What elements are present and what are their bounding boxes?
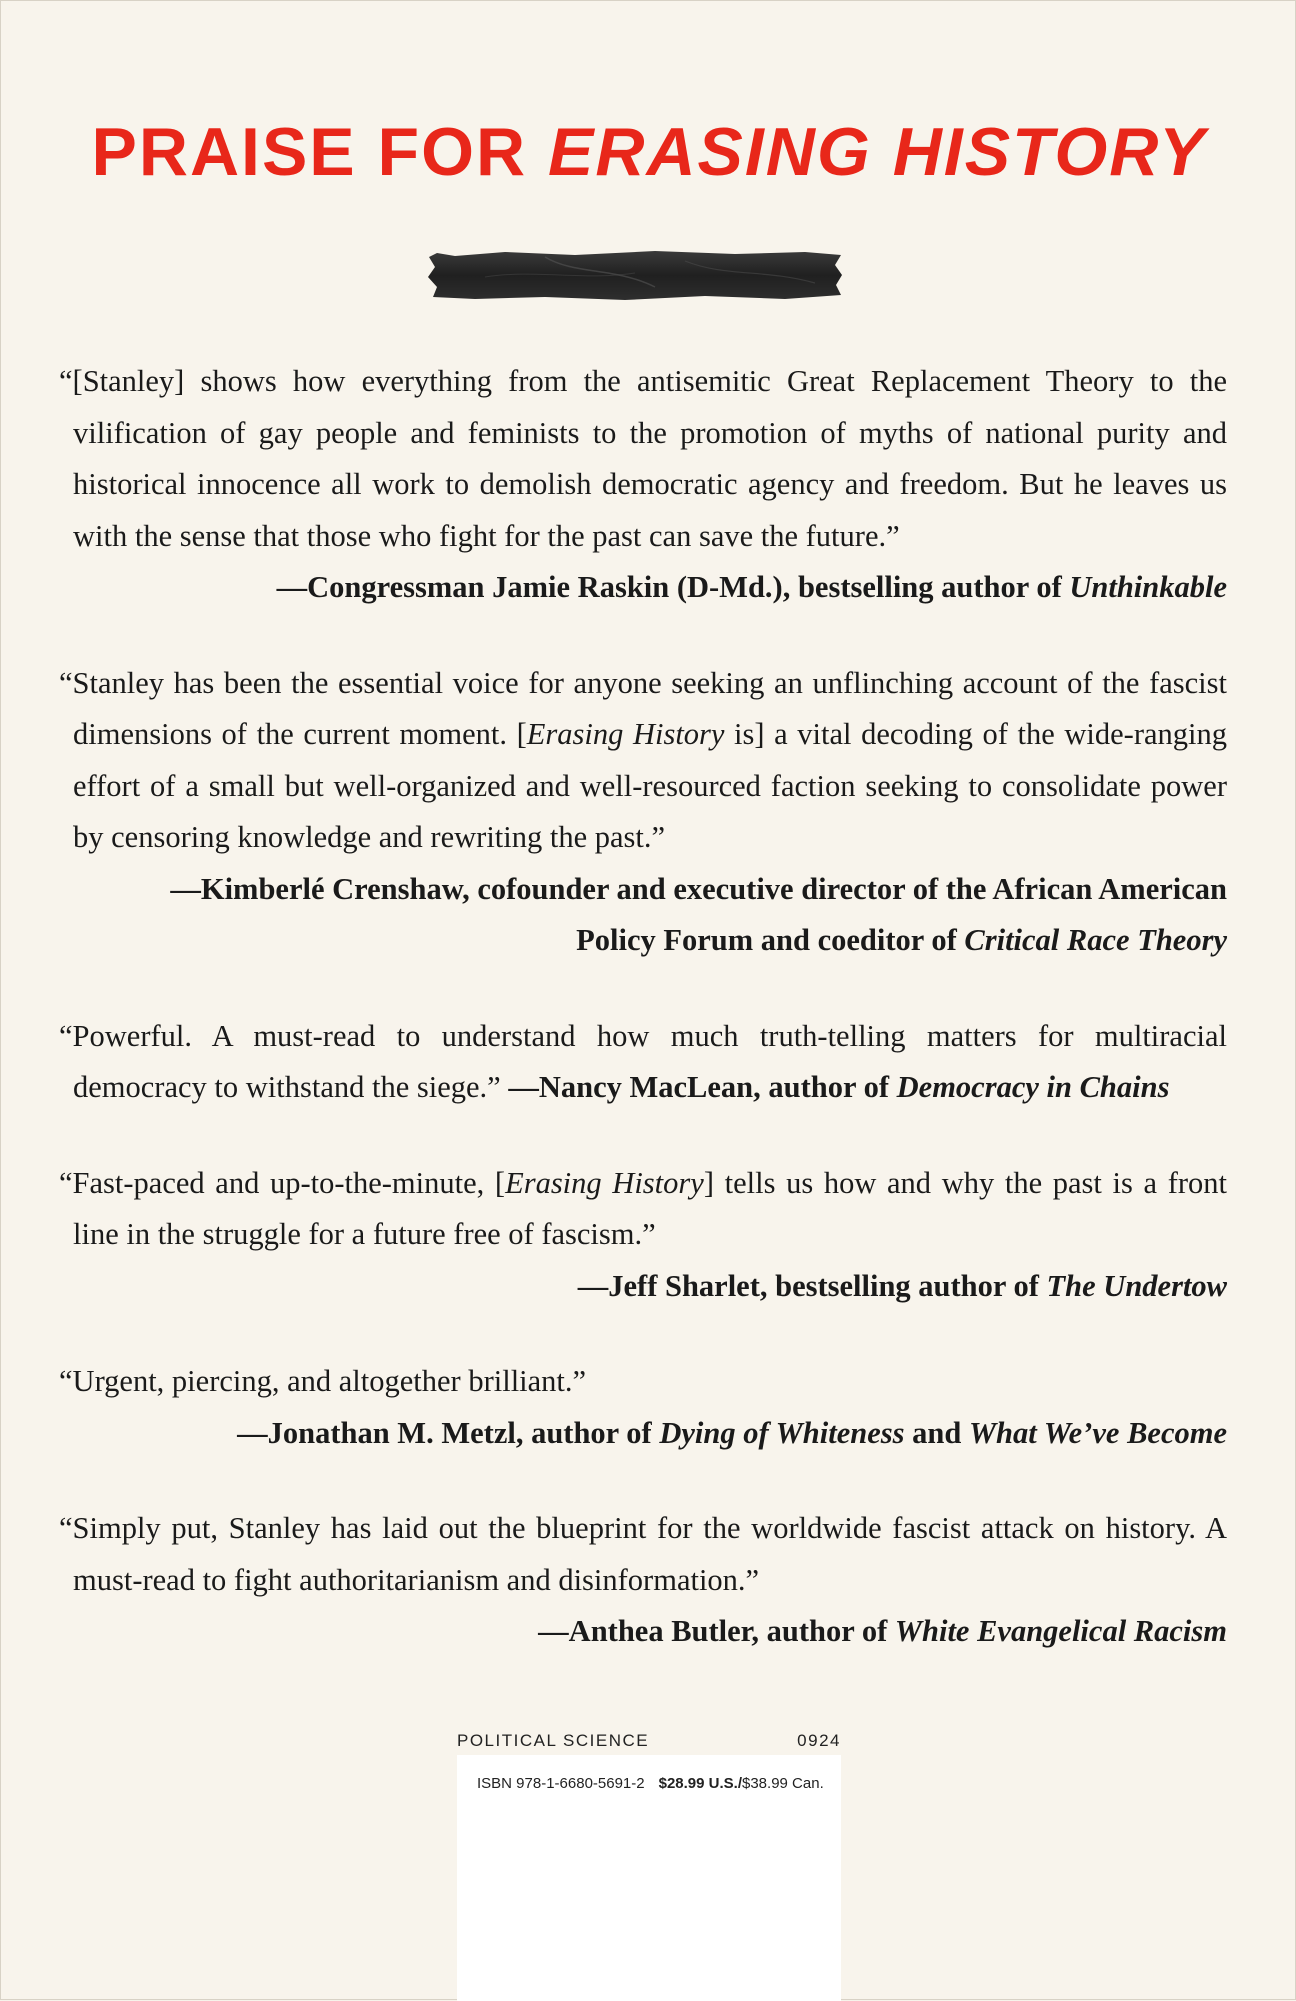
praise-heading [1,113,1296,191]
quote-text: “[Stanley] shows how everything from the antisemitic Great Replacement Theory to the vilification of gay people and feminists to the promotion of myths of national purity and historical innocence all work to demolish democratic agency and freedom. But he leaves us with the sense that those who fight for the past can save the future.” [59,364,1227,553]
quote-attribution [508,1070,1169,1104]
quote-attribution [59,1261,1227,1313]
attribution-work: White Evangelical Racism [894,1614,1227,1648]
isbn-price-line [477,1775,837,1792]
praise-quotes [59,356,1227,1702]
tape-strip-graphic [425,247,845,303]
date-code: 0924 [797,1731,841,1750]
blurb-raskin [59,356,1227,614]
quote-attribution [59,864,1227,967]
attribution-name: —Nancy MacLean, author of [508,1070,897,1104]
attribution-name: —Kimberlé Crenshaw, cofounder and executive director of the African American [170,871,1227,906]
quote-text [59,658,1227,864]
quote-book-title: Erasing History [526,717,725,751]
quote-text: “Urgent, piercing, and altogether brilliant.” [59,1364,587,1398]
quote-attribution [59,1408,1227,1460]
attribution-conjunction: and [904,1415,969,1450]
blurb-maclean [59,1011,1227,1114]
category-row [457,1729,841,1755]
blurb-crenshaw [59,658,1227,967]
blurb-butler [59,1503,1227,1658]
attribution-work: The Undertow [1046,1268,1227,1303]
attribution-name: —Anthea Butler, author of [538,1614,895,1648]
subject-category: POLITICAL SCIENCE [457,1731,650,1750]
heading-prefix: PRAISE FOR [91,114,548,190]
blurb-sharlet [59,1158,1227,1313]
quote-text-part: “Powerful. A must-read to understand how much truth-telling matters for multiracial democracy to withstand the siege.” [59,1018,1227,1104]
barcode-panel [457,1729,841,2001]
price-us: $28.99 U.S./ [658,1775,742,1792]
attribution-name: —Jeff Sharlet, bestselling author of [577,1268,1047,1303]
price-canada: $38.99 Can. [742,1775,824,1792]
isbn: ISBN 978-1-6680-5691-2 [477,1775,645,1792]
attribution-work: Critical Race Theory [964,923,1227,957]
attribution-work: Dying of Whiteness [659,1415,905,1450]
quote-text-part: “Fast-paced and up-to-the-minute, [ [59,1165,506,1200]
attribution-name: —Congressman Jamie Raskin (D-Md.), bestselling author of [276,570,1070,604]
quote-text-part: ] tells us how and why the past is a front line in the struggle for a future free of fascism.” [73,1165,1227,1251]
quote-attribution [59,562,1227,614]
attribution-name: —Jonathan M. Metzl, author of [237,1415,660,1450]
blurb-metzl [59,1356,1227,1459]
quote-text: “Simply put, Stanley has laid out the blueprint for the worldwide fascist attack on history. A must-read to fight authoritarianism and disinformation.” [59,1511,1227,1597]
quote-text [59,1158,1227,1261]
attribution-work: Democracy in Chains [896,1070,1170,1104]
quote-attribution [59,1606,1227,1658]
quote-text [59,1011,1227,1114]
quote-text-part: “Stanley has been the essential voice for anyone seeking an unflinching account of the fascist dimensions of the current moment. [ [59,665,1227,751]
attribution-work: Unthinkable [1069,570,1227,604]
attribution-work: What We’ve Become [968,1415,1227,1450]
attribution-role: Policy Forum and coeditor of [576,923,965,957]
quote-text-part: is] a vital decoding of the wide-ranging effort of a small but well-organized and well-resourced faction seeking to consolidate power by censoring knowledge and rewriting the past.” [73,717,1228,854]
quote-book-title: Erasing History [505,1165,704,1200]
heading-book-title: ERASING HISTORY [547,114,1207,190]
